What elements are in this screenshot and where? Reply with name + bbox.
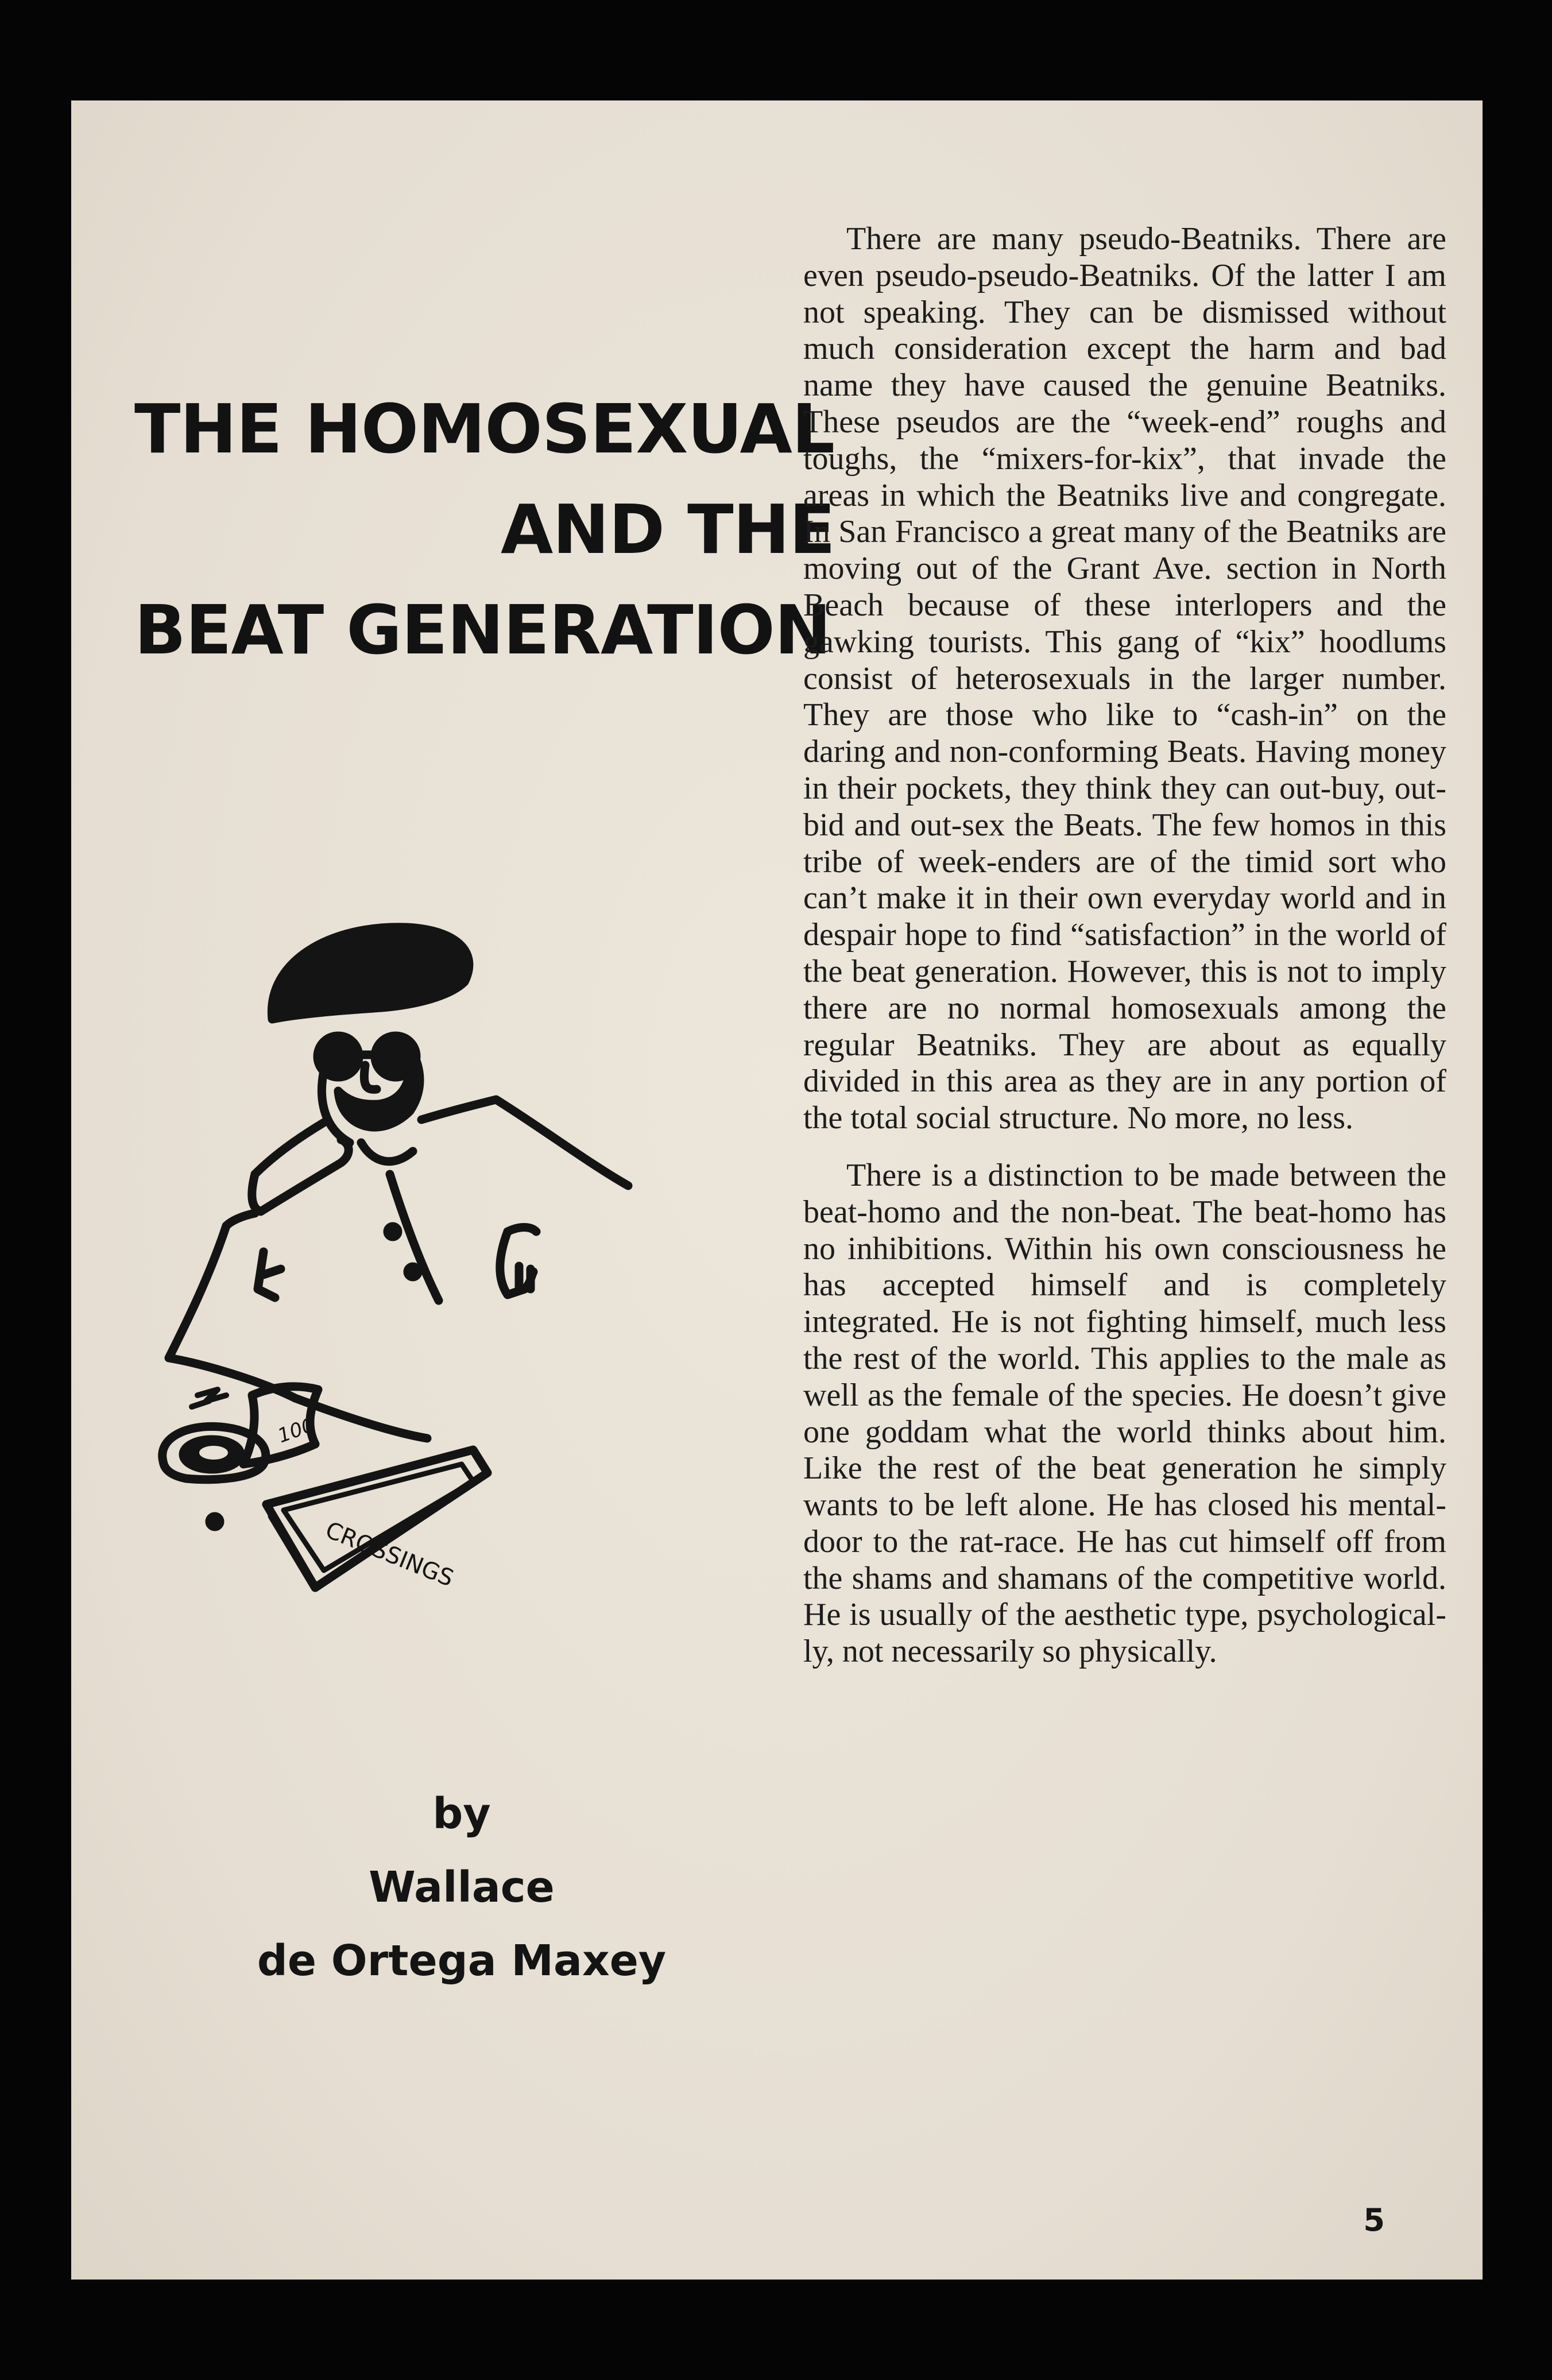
title-line-1: THE HOMOSEXUAL <box>134 389 835 469</box>
byline-surname: de Ortega Maxey <box>257 1936 667 1986</box>
paragraph-1: There are many pseudo-Beatniks. There are even pseudo-pseudo-Beatniks. Of the latter I am not speaking. They can be dismissed without much consideration except the harm and bad name they have caused the genuine Beatniks. These pseudos are the “week-end” roughs and toughs, the “mixers-for-kix”, that invade the areas in which the Beatniks live and congregate. In San Francisco a great many of the Beatniks are moving out of the Grant Ave. section in North Beach because of these interlopers and the gawking tourists. This gang of “kix” hoodlums consist of heterosexuals in the larger number. They are those who like to “cash-in” on the daring and non-conforming Beats. Having money in their pockets, they think they can out-buy, out-bid and out-sex the Beats. The few homos in this tribe of week-enders are of the timid sort who can’t make it in their own everyday world and in despair hope to find “satisfaction” in the world of the beat generation. However, this is not to imply there are no normal homosexuals among the regular Beatniks. They are about as equally divided in this area as they are in any portion of the total social structure. No more, no less. <box>803 221 1446 1136</box>
magazine-page <box>71 100 1483 2280</box>
byline-by: by <box>432 1789 491 1839</box>
paragraph-2: There is a distinction to be made between the beat-homo and the non-beat. The beat-homo has no inhibitions. Within his own consciousness he has accepted himself and is completely integrated. He is not fighting himself, much less the rest of the world. This applies to the male as well as the female of the species. He doesn’t give one goddam what the world thinks about him. Like the rest of the beat generation he simply wants to be left alone. He has closed his mental-door to the rat-race. He has cut himself off from the shams and shamans of the competitive world. He is usually of the aesthetic type, psychologically, not necessarily so physically. <box>803 1157 1446 1670</box>
glass-label: 100 <box>274 1413 318 1448</box>
article-body <box>803 221 1446 1691</box>
page-number: 5 <box>1363 2202 1385 2238</box>
title-line-3: BEAT GENERATION <box>134 590 831 670</box>
book-title: CROSSINGS <box>322 1516 458 1592</box>
beatnik-illustration <box>152 830 726 1685</box>
article-title <box>134 379 835 680</box>
beret-shape <box>272 927 469 1019</box>
title-line-2: AND THE <box>501 490 835 569</box>
author-byline <box>163 1777 760 1998</box>
byline-first-name: Wallace <box>369 1863 555 1912</box>
